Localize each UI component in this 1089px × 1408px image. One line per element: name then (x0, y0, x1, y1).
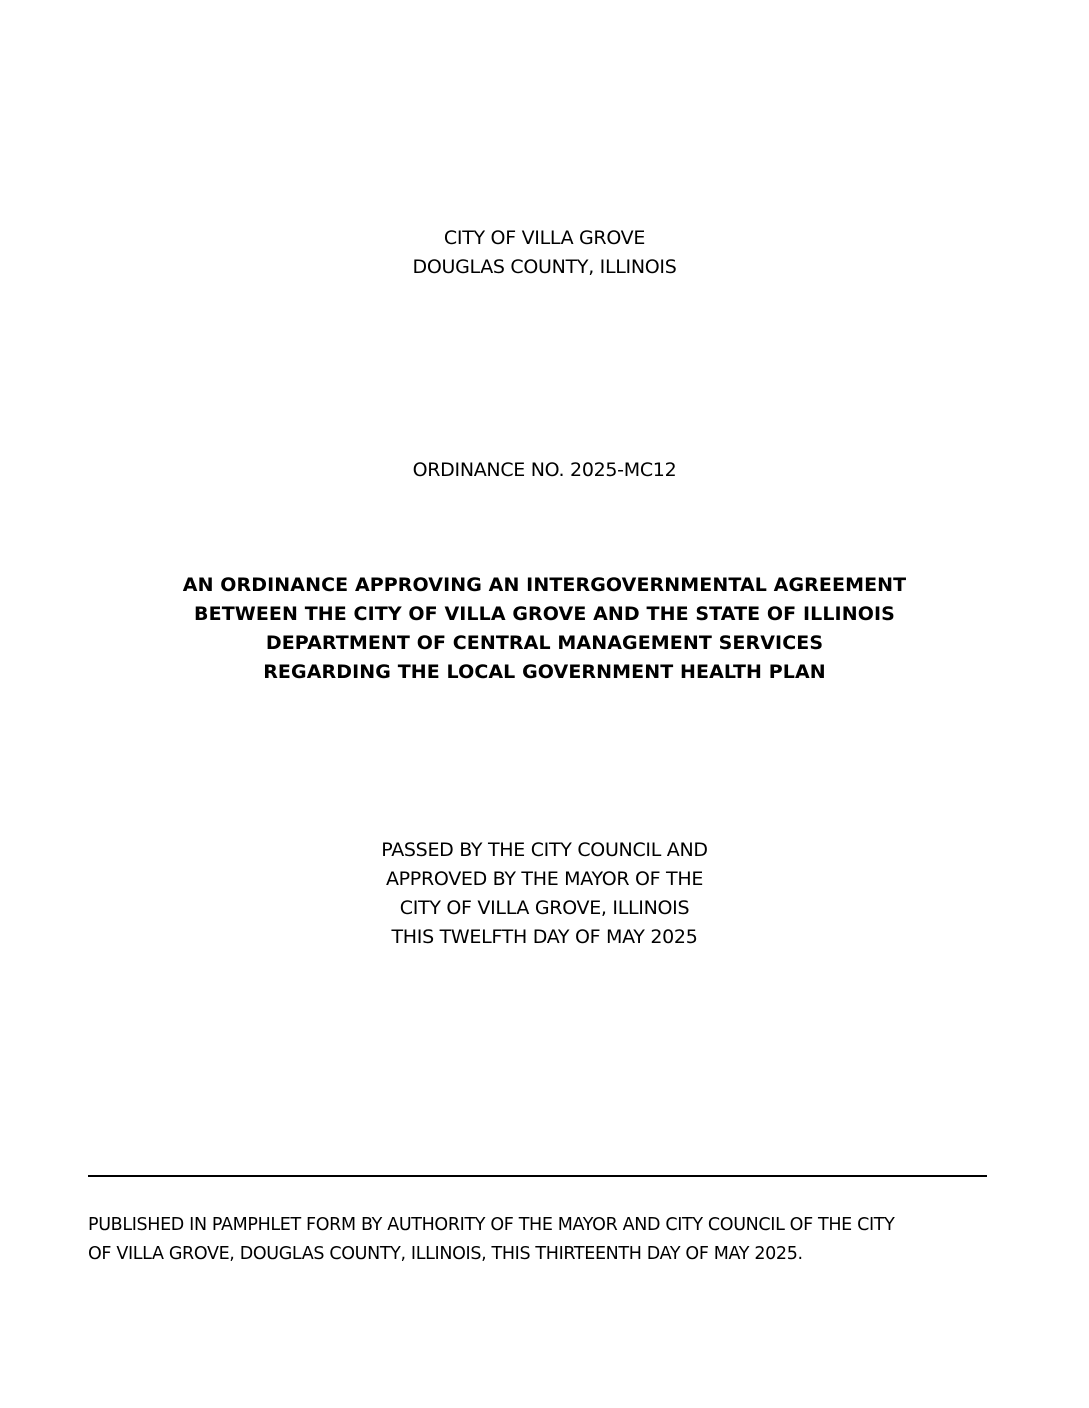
ordinance-number-block (0, 456, 1089, 485)
ordinance-number: ORDINANCE NO. 2025-MC12 (412, 459, 677, 481)
title-line-3: DEPARTMENT OF CENTRAL MANAGEMENT SERVICES (265, 632, 824, 654)
published-line-1: PUBLISHED IN PAMPHLET FORM BY AUTHORITY OF THE MAYOR AND CITY COUNCIL OF THE CITY (88, 1215, 895, 1235)
title-line-1: AN ORDINANCE APPROVING AN INTERGOVERNMENTAL AGREEMENT (182, 574, 907, 596)
passed-line-3: CITY OF VILLA GROVE, ILLINOIS (399, 897, 690, 919)
horizontal-divider (88, 1175, 987, 1177)
title-line-4: REGARDING THE LOCAL GOVERNMENT HEALTH PLAN (263, 661, 826, 683)
title-line-2: BETWEEN THE CITY OF VILLA GROVE AND THE STATE OF ILLINOIS (194, 603, 895, 625)
passed-approved-statement (0, 836, 1089, 952)
county-state: DOUGLAS COUNTY, ILLINOIS (412, 256, 677, 278)
passed-line-4: THIS TWELFTH DAY OF MAY 2025 (391, 926, 698, 948)
passed-line-1: PASSED BY THE CITY COUNCIL AND (381, 839, 708, 861)
published-line-2: OF VILLA GROVE, DOUGLAS COUNTY, ILLINOIS, THIS THIRTEENTH DAY OF MAY 2025. (88, 1244, 803, 1264)
publication-statement (88, 1211, 993, 1269)
city-name: CITY OF VILLA GROVE (443, 227, 646, 249)
passed-line-2: APPROVED BY THE MAYOR OF THE (385, 868, 704, 890)
municipality-header (0, 224, 1089, 282)
ordinance-title (0, 571, 1089, 687)
